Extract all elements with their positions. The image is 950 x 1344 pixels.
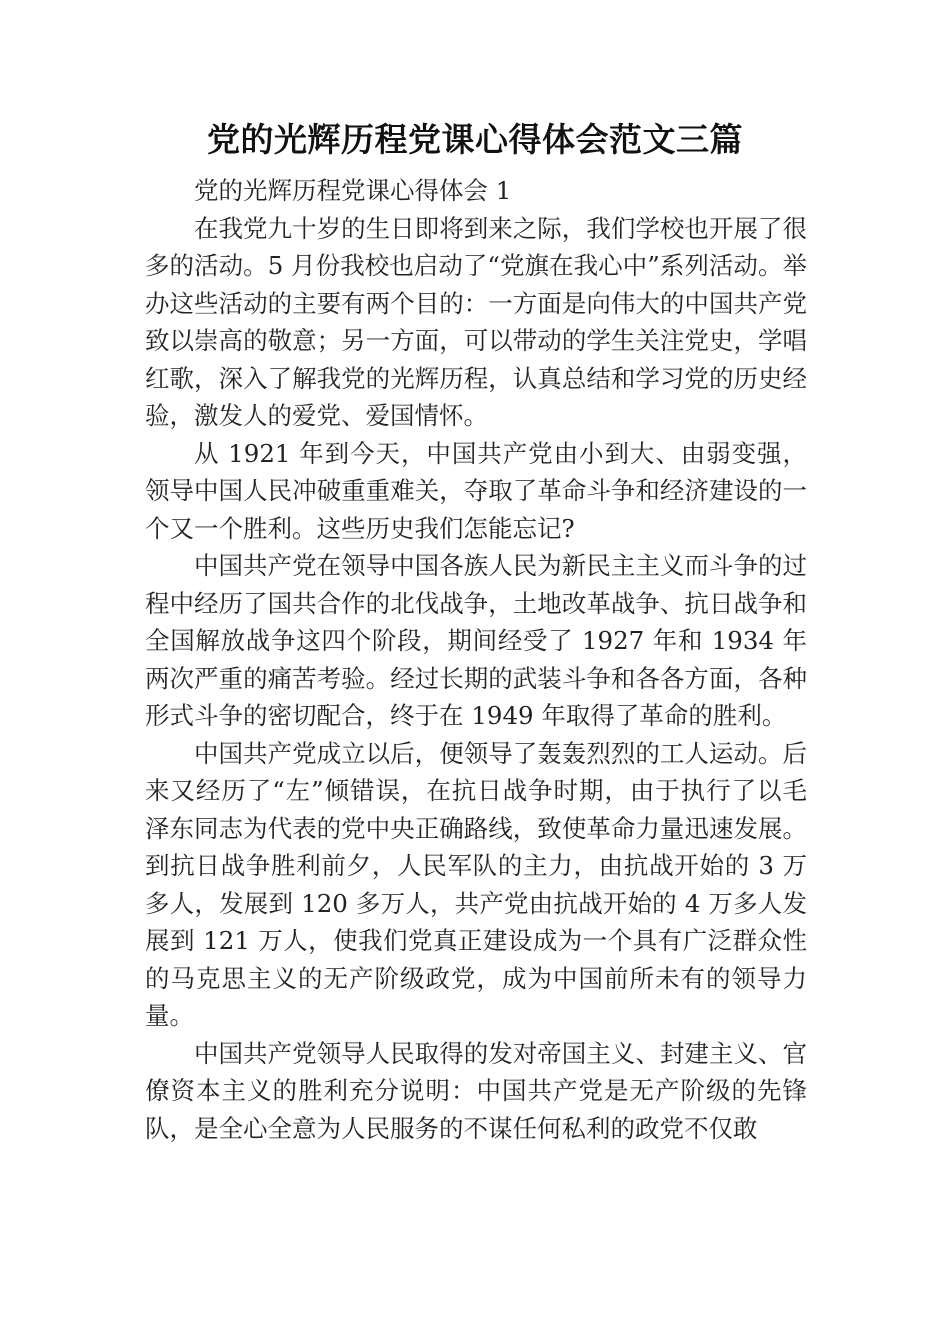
paragraph-5: 中国共产党领导人民取得的发对帝国主义、封建主义、官僚资本主义的胜利充分说明：中国共产党是无产阶级的先锋队，是全心全意为人民服务的不谋任何私利的政党不仅敢 [145, 1038, 807, 1143]
document-title: 党的光辉历程党课心得体会范文三篇 [207, 120, 743, 159]
paragraph-4: 中国共产党成立以后，便领导了轰轰烈烈的工人运动。后来又经历了“左”倾错误，在抗日战争时期，由于执行了以毛泽东同志为代表的党中央正确路线，致使革命力量迅速发展。到抗日战争胜利前夕，人民军队的主力，由抗战开始的 3 万多人，发展到 120 多万人，共产党由抗战开始的 4 万多人发展到 121 万人，使我们党真正建设成为一个具有广泛群众性的马克思主义的无产阶级政党，成为中国前所未有的领导力量。 [145, 738, 807, 1030]
document-body [145, 172, 807, 1147]
paragraph-2: 从 1921 年到今天，中国共产党由小到大、由弱变强，领导中国人民冲破重重难关，夺取了革命斗争和经济建设的一个又一个胜利。这些历史我们怎能忘记? [145, 438, 807, 543]
section-subheading: 党的光辉历程党课心得体会 1 [194, 176, 512, 205]
paragraph-3: 中国共产党在领导中国各族人民为新民主主义而斗争的过程中经历了国共合作的北伐战争，土地改革战争、抗日战争和全国解放战争这四个阶段，期间经受了 1927 年和 1934 年两次严重的痛苦考验。经过长期的武装斗争和各各方面，各种形式斗争的密切配合，终于在 1949 年取得了革命的胜利。 [145, 551, 807, 730]
paragraph-1: 在我党九十岁的生日即将到来之际，我们学校也开展了很多的活动。5 月份我校也启动了“党旗在我心中”系列活动。举办这些活动的主要有两个目的：一方面是向伟大的中国共产党致以崇高的敬意；另一方面，可以带动的学生关注党史，学唱红歌，深入了解我党的光辉历程，认真总结和学习党的历史经验，激发人的爱党、爱国情怀。 [145, 213, 807, 430]
